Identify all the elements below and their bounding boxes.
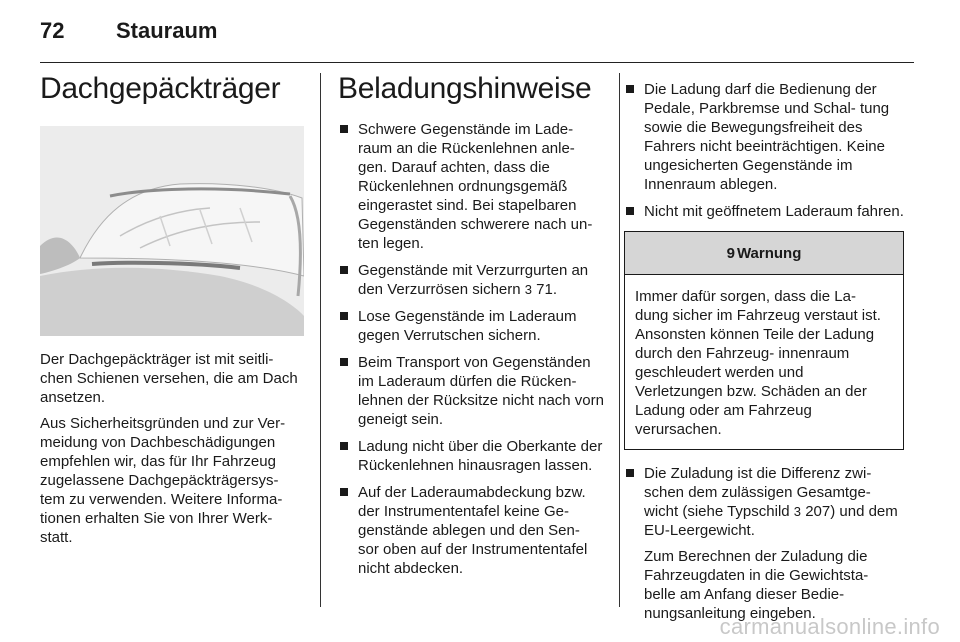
roof-rack-illustration xyxy=(40,126,304,336)
heading-loading-notes: Beladungshinweise xyxy=(338,72,592,105)
list-item: Lose Gegenstände im Laderaum gegen Verrutschen sichern. xyxy=(338,307,604,345)
watermark: carmanualsonline.info xyxy=(719,614,940,639)
car-roof-image xyxy=(40,126,304,336)
section-title: Stauraum xyxy=(116,18,218,43)
list-item: Nicht mit geöffnetem Laderaum fahren. xyxy=(624,202,904,221)
bullet-square-icon xyxy=(626,85,634,93)
warning-triangle-icon: 9 xyxy=(726,244,735,262)
list-item: Die Ladung darf die Bedienung der Pedale, Parkbremse und Schal- tung sowie die Bewegungsfreiheit des Fahrers nicht beeinträchtigen. Keine ungesicherten Gegenstände im Innenraum ablegen. xyxy=(624,80,904,194)
bullet-square-icon xyxy=(340,125,348,133)
list-item: Auf der Laderaumabdeckung bzw. der Instrumententafel keine Ge- genstände ablegen und den Sen- sor oben auf der Instrumententafel nicht abdecken. xyxy=(338,483,604,578)
loading-list-continued xyxy=(624,80,904,221)
page-reference-arrow-icon: 3 xyxy=(793,504,802,519)
bullet-square-icon xyxy=(340,358,348,366)
bullet-square-icon xyxy=(340,442,348,450)
list-item: Beim Transport von Gegenständen im Laderaum dürfen die Rücken- lehnen der Rücksitze nicht nach vorn geneigt sein. xyxy=(338,353,604,429)
column-right xyxy=(624,80,904,631)
page-number: 72 xyxy=(40,18,65,43)
warning-text: Immer dafür sorgen, dass die La- dung sicher im Fahrzeug verstaut ist. Ansonsten können Teile der Ladung durch den Fahrzeug- innenraum geschleudert werden und Verletzungen bzw. Schäden an der Ladung oder am Fahrzeug verursachen. xyxy=(635,288,881,438)
bullet-square-icon xyxy=(626,469,634,477)
bullet-square-icon xyxy=(340,312,348,320)
page-reference-link[interactable]: 71. xyxy=(536,281,558,298)
bullet-square-icon xyxy=(340,266,348,274)
column-middle xyxy=(338,70,604,586)
list-item: Schwere Gegenstände im Lade- raum an die Rückenlehnen anle- gen. Darauf achten, dass die Rückenlehnen ordnungsgemäß eingerastet sind. Bei stapelbaren Gegenständen schwerere nach un- ten legen. xyxy=(338,120,604,253)
payload-list xyxy=(624,464,904,623)
warning-title: Warnung xyxy=(736,244,802,262)
heading-roof-rack: Dachgepäckträger xyxy=(40,72,281,105)
list-item: Ladung nicht über die Oberkante der Rückenlehnen hinausragen lassen. xyxy=(338,437,604,475)
page-reference-link[interactable]: 207) und dem EU-Leergewicht. xyxy=(644,503,898,539)
warning-box xyxy=(624,231,904,450)
list-item: Die Zuladung ist die Differenz zwi- schen dem zulässigen Gesamtge- wicht (siehe Typschild 3 207) und dem EU-Leergewicht. Zum Berechnen der Zuladung die Fahrzeugdaten in die Gewichtsta- belle am Anfang dieser Bedie- nungsanleitung eingeben. xyxy=(624,464,904,623)
bullet-square-icon xyxy=(626,207,634,215)
column-divider-2 xyxy=(619,73,620,607)
warning-header xyxy=(625,232,903,275)
page-reference-arrow-icon: 3 xyxy=(524,282,532,297)
paragraph-safety: Aus Sicherheitsgründen und zur Ver- meidung von Dachbeschädigungen empfehlen wir, das für Ihr Fahrzeug zugelassene Dachgepäckträgersys- tem zu verwenden. Weitere Informa- tionen erhalten Sie von Ihrer Werk- statt. xyxy=(40,415,286,546)
column-divider-1 xyxy=(320,73,321,607)
paragraph-rails: Der Dachgepäckträger ist mit seitli- chen Schienen versehen, die am Dach ansetzen. xyxy=(40,351,298,406)
bullet-square-icon xyxy=(340,488,348,496)
loading-list xyxy=(338,120,604,578)
header-rule xyxy=(40,62,914,63)
list-item: Gegenstände mit Verzurrgurten an den Verzurrösen sichern 3 71. xyxy=(338,261,604,299)
column-left xyxy=(40,70,304,554)
